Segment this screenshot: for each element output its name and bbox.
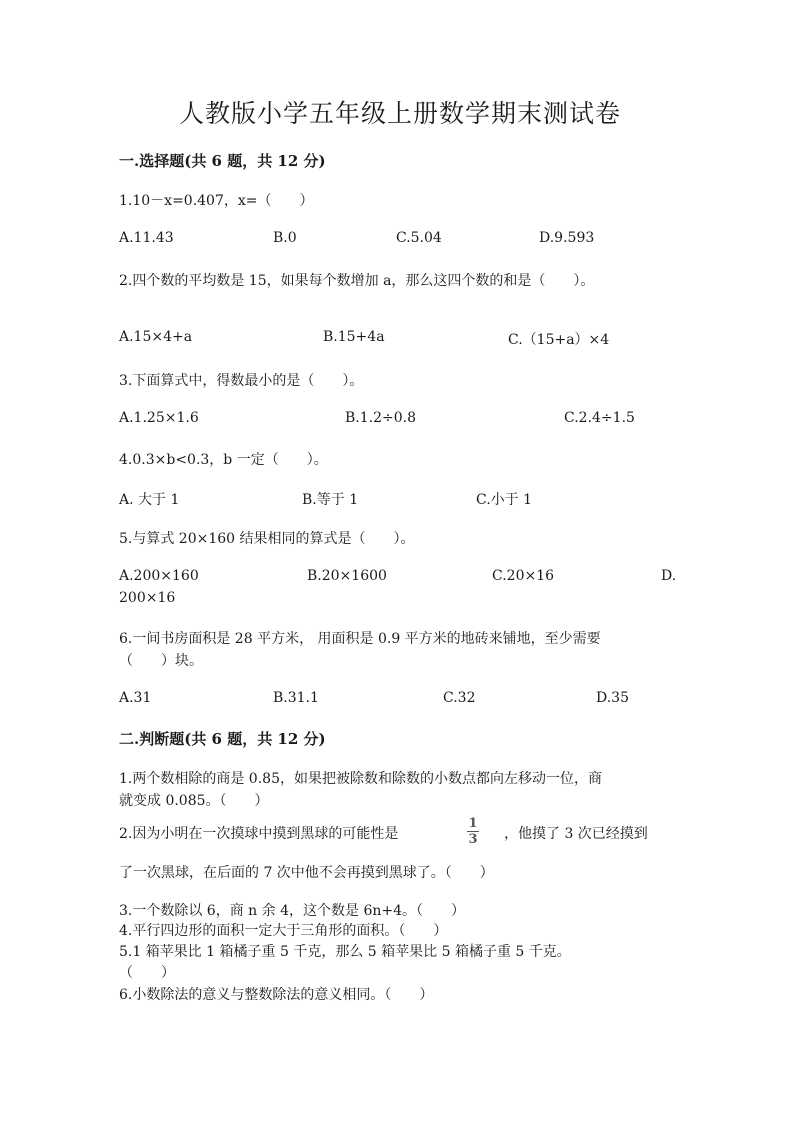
question-1-stem: 1.10－x=0.407，x=（ ） bbox=[119, 193, 314, 209]
question-5-option-a: A.200×160 bbox=[119, 568, 199, 584]
question-4-stem: 4.0.3×b<0.3，b 一定（ ）。 bbox=[119, 452, 328, 468]
question-4-option-c: C.小于 1 bbox=[476, 492, 533, 508]
page-title: 人教版小学五年级上册数学期末测试卷 bbox=[178, 99, 621, 128]
question-1-option-d: D.9.593 bbox=[539, 230, 595, 246]
question-4-option-b: B.等于 1 bbox=[302, 492, 359, 508]
section-heading-choice: 一.选择题(共 6 题，共 12 分) bbox=[119, 152, 326, 170]
judgment-3: 3.一个数除以 6，商 n 余 4，这个数是 6n+4。（ ） bbox=[119, 903, 465, 919]
question-6-option-d: D.35 bbox=[596, 690, 629, 706]
question-3-option-c: C.2.4÷1.5 bbox=[564, 410, 635, 426]
question-5-option-d: D. bbox=[661, 568, 677, 584]
question-1-option-a: A.11.43 bbox=[119, 230, 174, 246]
judgment-2-text-continued: ，他摸了 3 次已经摸到 bbox=[504, 826, 648, 842]
question-2-option-c: C.（15+a）×4 bbox=[508, 332, 610, 348]
judgment-2-text: 2.因为小明在一次摸球中摸到黑球的可能性是 bbox=[119, 826, 399, 842]
judgment-5-line-2: （ ） bbox=[119, 965, 175, 981]
question-5-option-c: C.20×16 bbox=[492, 568, 555, 584]
section-heading-judgment: 二.判断题(共 6 题，共 12 分) bbox=[119, 730, 326, 748]
judgment-4: 4.平行四边形的面积一定大于三角形的面积。（ ） bbox=[119, 923, 448, 939]
question-1-option-c: C.5.04 bbox=[396, 230, 442, 246]
question-5-stem: 5.与算式 20×160 结果相同的算式是（ ）。 bbox=[119, 531, 415, 547]
judgment-1-line-1: 1.两个数相除的商是 0.85，如果把被除数和除数的小数点都向左移动一位，商 bbox=[119, 771, 602, 787]
fraction-one-third bbox=[466, 816, 480, 847]
fraction-denominator: 3 bbox=[468, 832, 478, 847]
question-1-option-b: B.0 bbox=[273, 230, 297, 246]
fraction-numerator: 1 bbox=[468, 816, 478, 831]
judgment-6: 6.小数除法的意义与整数除法的意义相同。（ ） bbox=[119, 987, 434, 1003]
question-6-option-b: B.31.1 bbox=[273, 690, 319, 706]
judgment-2-line-2: 了一次黑球，在后面的 7 次中他不会再摸到黑球了。（ ） bbox=[119, 865, 494, 881]
question-3-option-a: A.1.25×1.6 bbox=[119, 410, 199, 426]
question-2-stem: 2.四个数的平均数是 15，如果每个数增加 a，那么这四个数的和是（ ）。 bbox=[119, 273, 595, 289]
judgment-5-line-1: 5.1 箱苹果比 1 箱橘子重 5 千克，那么 5 箱苹果比 5 箱橘子重 5 千克。 bbox=[119, 944, 571, 960]
question-6-option-c: C.32 bbox=[443, 690, 476, 706]
question-3-stem: 3.下面算式中，得数最小的是（ ）。 bbox=[119, 373, 364, 389]
question-6-option-a: A.31 bbox=[119, 690, 152, 706]
judgment-1-line-2: 就变成 0.085。（ ） bbox=[119, 793, 269, 809]
question-6-stem-continued: （ ）块。 bbox=[119, 653, 203, 669]
question-2-option-a: A.15×4+a bbox=[119, 329, 193, 345]
question-2-option-b: B.15+4a bbox=[323, 329, 385, 345]
question-4-option-a: A. 大于 1 bbox=[119, 492, 180, 508]
question-3-option-b: B.1.2÷0.8 bbox=[345, 410, 416, 426]
question-6-stem: 6.一间书房面积是 28 平方米， 用面积是 0.9 平方米的地砖来铺地，至少需要 bbox=[119, 631, 601, 647]
question-5-option-b: B.20×1600 bbox=[307, 568, 387, 584]
question-5-option-d-value: 200×16 bbox=[119, 590, 176, 606]
